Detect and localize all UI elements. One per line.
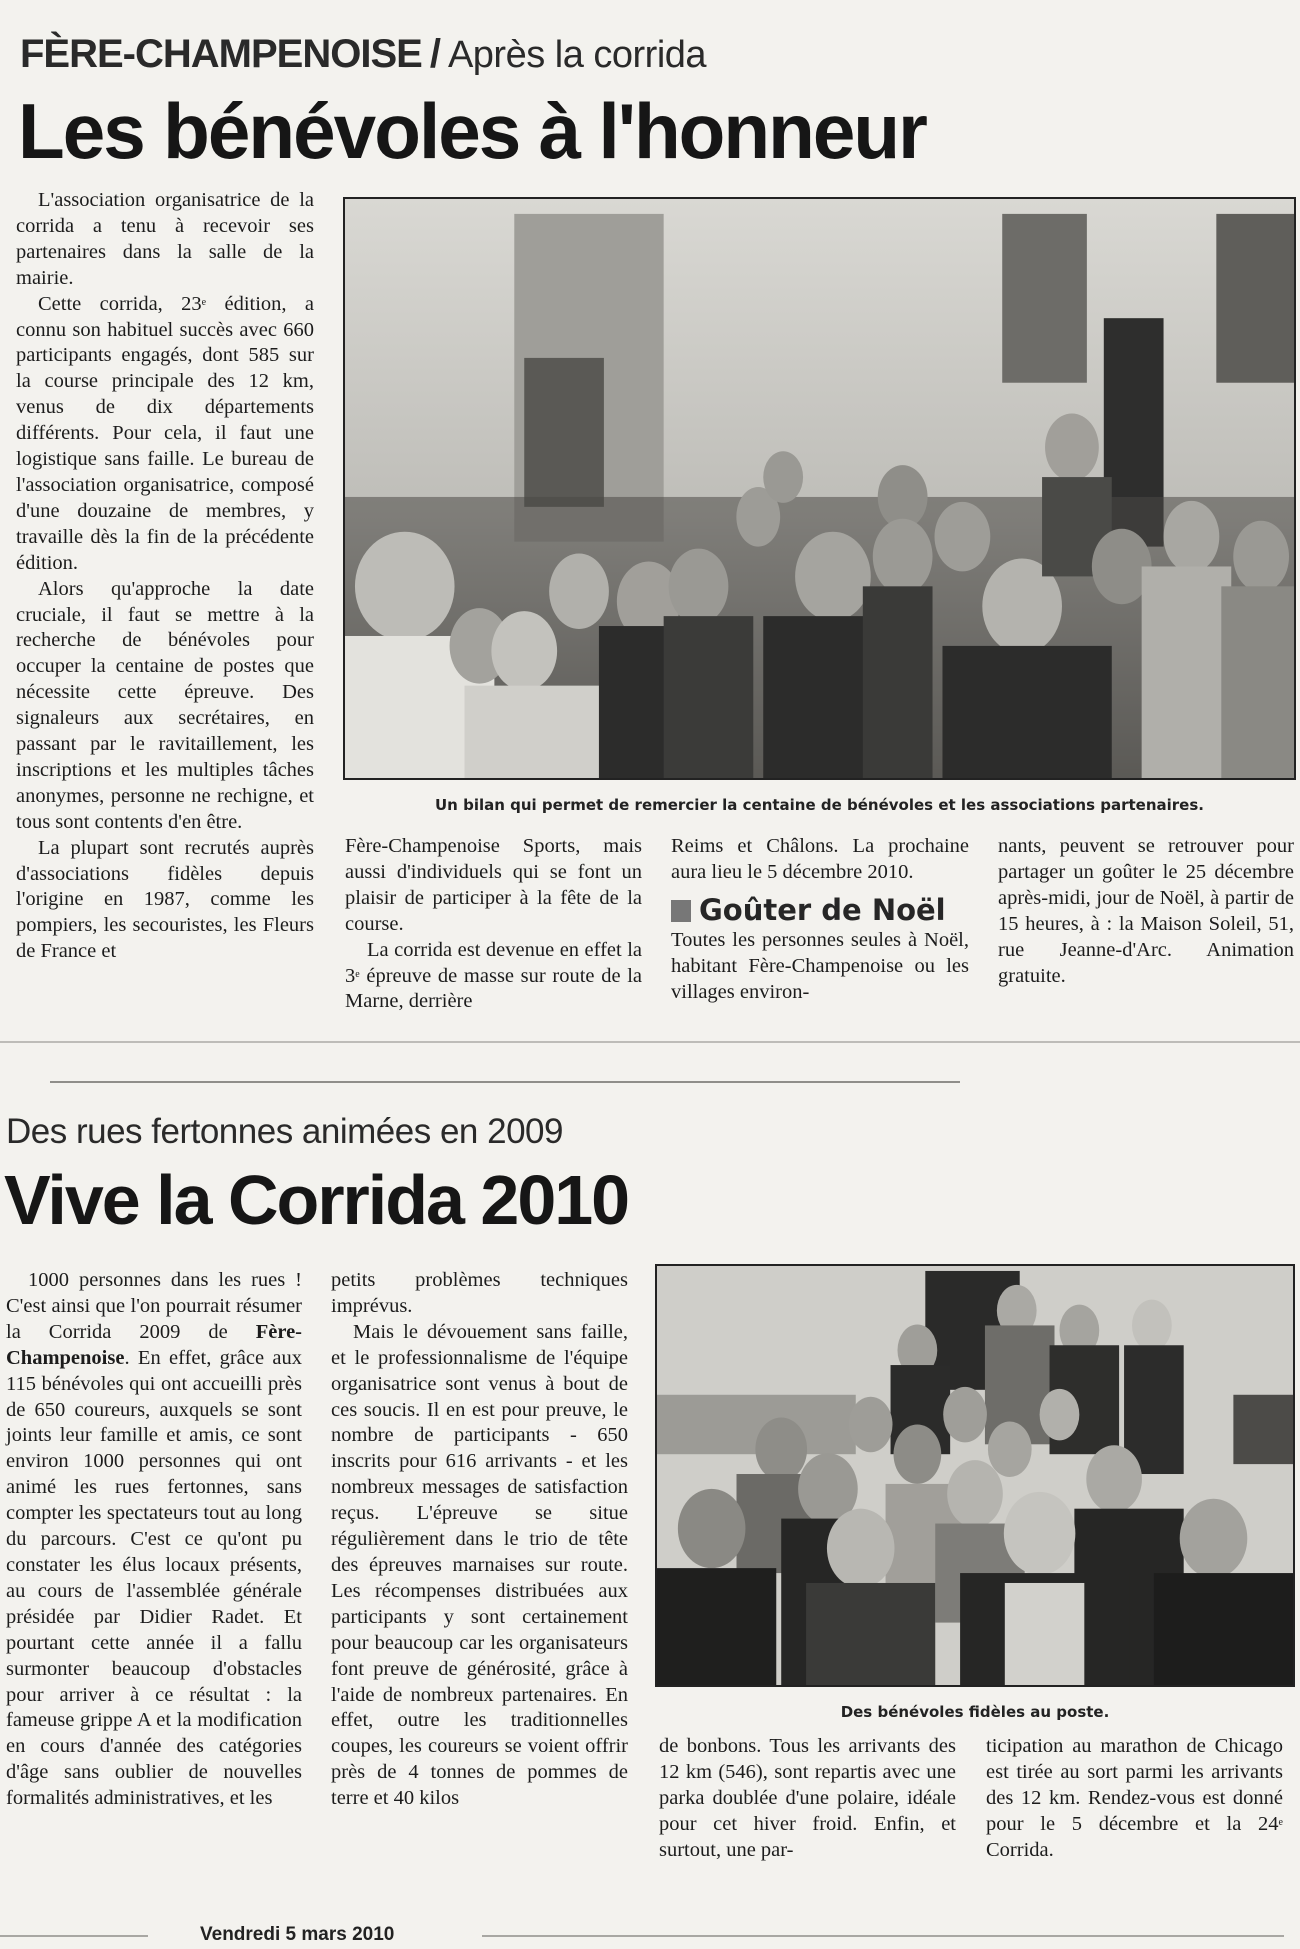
- article-2-kicker: Des rues fertonnes animées en 2009: [6, 1112, 563, 1151]
- publication-date: Vendredi 5 mars 2010: [200, 1924, 395, 1945]
- sidebar-text: nants, peuvent se retrouver pour partager un goûter le 25 décembre après-midi, jour de Noël, à partir de 15 heures, à : la Maison Soleil, 51, rue Jeanne-d'Arc. Animation gratuite.: [998, 835, 1294, 987]
- article-divider: [0, 1041, 1300, 1043]
- article-2-column-2: [331, 1268, 628, 1812]
- paragraph: ticipation au marathon de Chicago est tirée au sort parmi les arrivants des 12 km. Rendez-vous est donné pour le 5 décembre et la 24e Corrida.: [986, 1735, 1283, 1861]
- article-2-column-1: [6, 1268, 302, 1812]
- article-1-column-1: [16, 188, 314, 965]
- article-2-column-4: [986, 1734, 1283, 1864]
- sidebar-text: Toutes les personnes seules à Noël, habitant Fère-Champenoise ou les villages environ-: [671, 928, 969, 1003]
- kicker-separator: /: [429, 32, 440, 76]
- paragraph: petits problèmes techniques imprévus.: [331, 1269, 628, 1317]
- article-1-kicker: [20, 32, 706, 77]
- paragraph: L'association organisatrice de la corrida a tenu à recevoir ses partenaires dans la salle de la mairie.: [16, 189, 314, 289]
- paragraph: de bonbons. Tous les arrivants des 12 km (546), sont repartis avec une parka doublée d'une polaire, idéale pour cet hiver froid. Enfin, et surtout, une par-: [659, 1735, 956, 1861]
- article-1-photo: [343, 197, 1296, 780]
- kicker-topic: Après la corrida: [447, 34, 707, 76]
- article-2-column-3: [659, 1734, 956, 1864]
- article-2-photo-caption: Des bénévoles fidèles au poste.: [840, 1703, 1110, 1721]
- paragraph: Cette corrida, 23e édition, a connu son habituel succès avec 660 participants engagés, dont 585 sur la course principale des 12 km, venus de dix départements différents. Pour cela, il faut une logistique sans faille. Le bureau de l'association organisatrice, composé d'une douzaine de membres, y travaille dès la fin de la précédente édition.: [16, 292, 314, 574]
- bullet-square-icon: [671, 900, 691, 922]
- paragraph: 1000 personnes dans les rues ! C'est ainsi que l'on pourrait résumer la Corrida 2009 de Fère-Champenoise. En effet, grâce aux 115 bénévoles qui ont accueilli près de 650 coureurs, auxquels se sont joints leur famille et amis, ce sont environ 1000 personnes qui ont animé les rues fertonnes, sans compter les spectateurs tout au long du parcours. C'est ce qu'ont pu constater les élus locaux présents, au cours de l'assemblée générale présidée par Didier Radet. Et pourtant cette année il a fallu surmonter beaucoup d'obstacles pour arriver à ce résultat : la fameuse grippe A et la modification en cours d'année des catégories d'âge sans oublier de nouvelles formalités administratives, et les: [6, 1269, 302, 1810]
- article-2-headline: Vive la Corrida 2010: [4, 1161, 629, 1239]
- article-1-column-3: [671, 834, 969, 1005]
- article-1-column-2: [345, 834, 642, 1015]
- article-1-column-4: [998, 834, 1294, 989]
- article-1-photo-caption: Un bilan qui permet de remercier la centaine de bénévoles et les associations partenaires.: [435, 796, 1204, 814]
- paragraph: Alors qu'approche la date cruciale, il faut se mettre à la recherche de bénévoles pour occuper la centaine de postes que nécessite cette épreuve. Des signaleurs aux secrétaires, en passant par le ravitaillement, les inscriptions et les multiples tâches anonymes, personne ne rechigne, et tous sont contents d'en être.: [16, 577, 314, 833]
- footer-rule-left: [0, 1935, 148, 1937]
- paragraph: La plupart sont recrutés auprès d'associations fidèles depuis l'origine en 1987, comme les pompiers, les secouristes, les Fleurs de France et: [16, 836, 314, 963]
- sidebar-title: Goûter de Noël: [671, 898, 969, 924]
- article-2-photo: [655, 1264, 1295, 1687]
- paragraph: Mais le dévouement sans faille, et le professionnalisme de l'équipe organisatrice sont venus à bout de ces soucis. Il en est pour preuve, le nombre de participants - 650 inscrits pour 616 arrivants - et les nombreux messages de satisfaction reçus. L'épreuve se situe régulièrement dans le trio de tête des épreuves marnaises sur route. Les récompenses distribuées aux participants y sont certainement pour beaucoup car les organisateurs font preuve de générosité, grâce à l'aide de nombreux partenaires. En effet, outre les traditionnelles coupes, les coureurs se voient offrir près de 4 tonnes de pommes de terre et 40 kilos: [331, 1320, 628, 1810]
- paragraph: La corrida est devenue en effet la 3e épreuve de masse sur route de la Marne, derrière: [345, 938, 642, 1013]
- paragraph: Fère-Champenoise Sports, mais aussi d'individuels qui se font un plaisir de participer à la fête de la course.: [345, 835, 642, 935]
- seated-volunteers-photo-icon: [657, 1266, 1293, 1685]
- volunteers-photo-icon: [345, 199, 1294, 778]
- article-divider: [50, 1081, 960, 1083]
- footer-rule-right: [482, 1935, 1284, 1937]
- paragraph: Reims et Châlons. La prochaine aura lieu le 5 décembre 2010.: [671, 835, 969, 883]
- kicker-place: FÈRE-CHAMPENOISE: [20, 32, 422, 76]
- article-1-headline: Les bénévoles à l'honneur: [18, 87, 926, 175]
